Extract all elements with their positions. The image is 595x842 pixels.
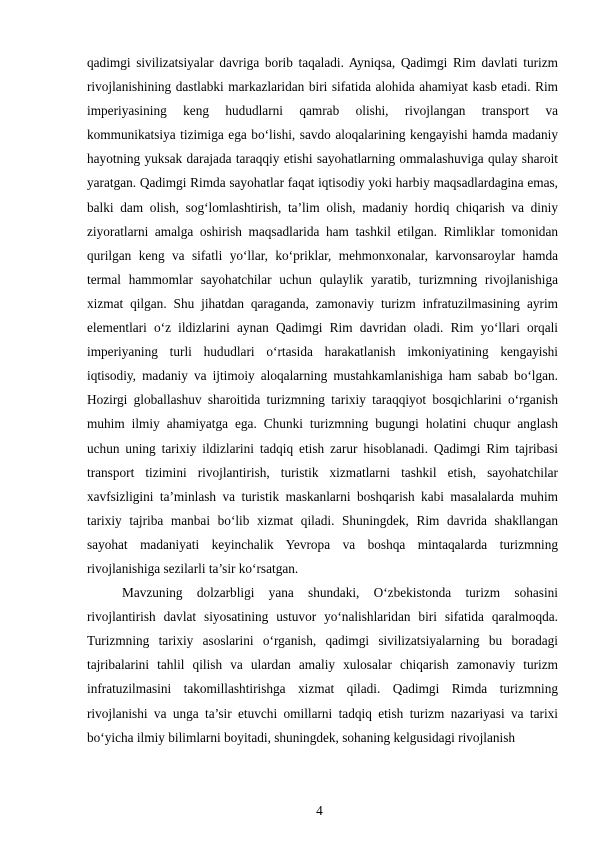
document-body bbox=[87, 51, 558, 750]
page-number: 4 bbox=[316, 803, 323, 818]
paragraph-continuation: qadimgi sivilizatsiyalar davriga borib taqaladi. Ayniqsa, Qadimgi Rim davlati turizm rivojlanishining dastlabki markazlaridan biri sifatida alohida ahamiyat kasb etadi. Rim imperiyasining keng hududlarni qamrab olishi, rivojlangan transport va kommunikatsiya tizimiga ega bo‘lishi, savdo aloqalarining kengayishi hamda madaniy hayotning yuksak darajada taraqqiy etishi sayohatlarning ommalashuviga qulay sharoit yaratgan. Qadimgi Rimda sayohatlar faqat iqtisodiy yoki harbiy maqsadlardagina emas, balki dam olish, sog‘lomlashtirish, ta’lim olish, madaniy hordiq chiqarish va diniy ziyoratlarni amalga oshirish maqsadlarida ham tashkil etilgan. Rimliklar tomonidan qurilgan keng va sifatli yo‘llar, ko‘priklar, mehmonxonalar, karvonsaroylar hamda termal hammomlar sayohatchilar uchun qulaylik yaratib, turizmning rivojlanishiga xizmat qilgan. Shu jihatdan qaraganda, zamonaviy turizm infratuzilmasining ayrim elementlari o‘z ildizlarini aynan Qadimgi Rim davridan oladi. Rim yo‘llari orqali imperiyaning turli hududlari o‘rtasida harakatlanish imkoniyatining kengayishi iqtisodiy, madaniy va ijtimoiy aloqalarning mustahkamlanishiga ham sabab bo‘lgan. Hozirgi globallashuv sharoitida turizmning tarixiy taraqqiyot bosqichlarini o‘rganish muhim ilmiy ahamiyatga ega. Chunki turizmning bugungi holatini chuqur anglash uchun uning tarixiy ildizlarini tadqiq etish zarur hisoblanadi. Qadimgi Rim tajribasi transport tizimini rivojlantirish, turistik xizmatlarni tashkil etish, sayohatchilar xavfsizligini ta’minlash va turistik maskanlarni boshqarish kabi masalalarda muhim tarixiy tajriba manbai bo‘lib xizmat qiladi. Shuningdek, Rim davrida shakllangan sayohat madaniyati keyinchalik Yevropa va boshqa mintaqalarda turizmning rivojlanishiga sezilarli ta’sir ko‘rsatgan. bbox=[87, 55, 558, 576]
paragraph-relevance: Mavzuning dolzarbligi yana shundaki, O‘zbekistonda turizm sohasini rivojlantirish davlat siyosatining ustuvor yo‘nalishlaridan biri sifatida qaralmoqda. Turizmning tarixiy asoslarini o‘rganish, qadimgi sivilizatsiyalarning bu boradagi tajribalarini tahlil qilish va ulardan amaliy xulosalar chiqarish zamonaviy turizm infratuzilmasini takomillashtirishga xizmat qiladi. Qadimgi Rimda turizmning rivojlanishi va unga ta’sir etuvchi omillarni tadqiq etish turizm nazariyasi va tarixi bo‘yicha ilmiy bilimlarni boyitadi, shuningdek, sohaning kelgusidagi rivojlanish bbox=[87, 585, 558, 745]
